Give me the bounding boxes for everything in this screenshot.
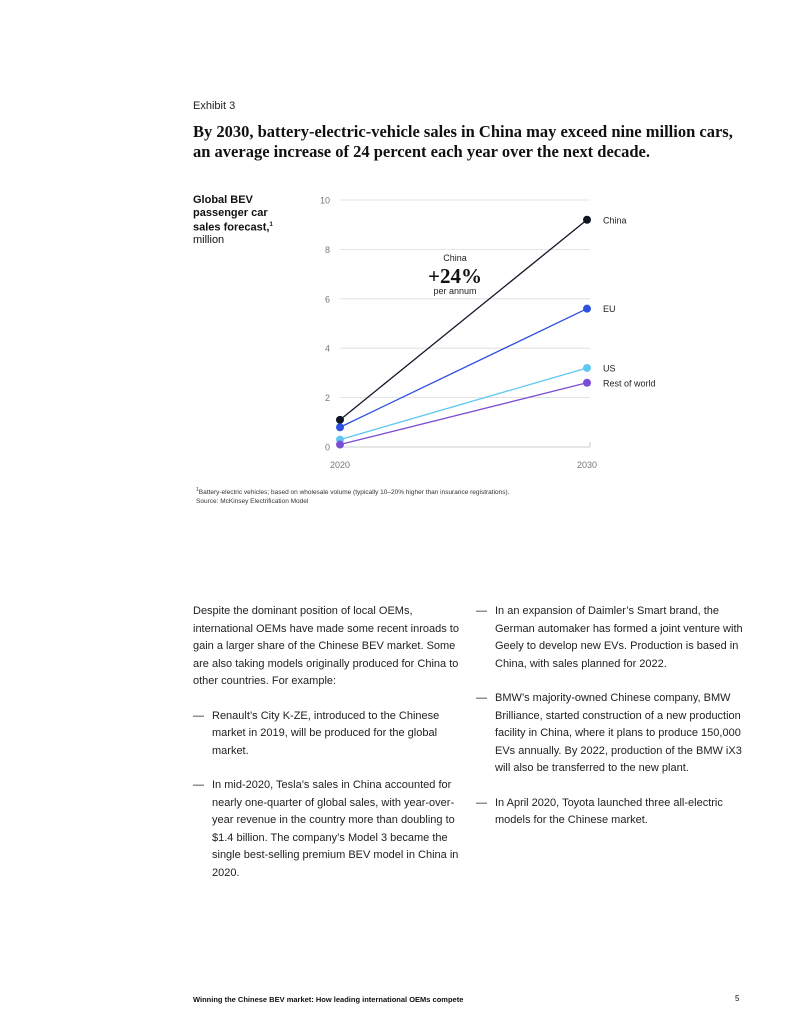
y-tick-label: 0 [324,442,330,453]
footer-title: Winning the Chinese BEV market: How leading international OEMs compete [193,995,464,1004]
exhibit-label: Exhibit 3 [193,100,236,112]
series-point [583,364,591,372]
bullet-text: In April 2020, Toyota launched three all-electric models for the Chinese market. [495,796,723,826]
y-tick-label: 8 [324,244,330,255]
series-line [340,368,587,440]
bullet-item [476,603,746,673]
y-tick-label: 2 [324,393,330,404]
annotation-series-label: China [443,253,467,263]
bullet-dash: — [193,779,204,791]
body-column-right [476,603,746,847]
bullet-text: BMW’s majority-owned Chinese company, BMW Brilliance, started construction of a new production facility in China, where it plans to produce 150,000 EVs annually. By 2022, production of the BMW iX3 will also be transferred to the new plant. [495,692,742,774]
chart-axes [320,196,597,471]
series-end-label: EU [603,304,616,315]
exhibit-title: By 2030, battery-electric-vehicle sales in China may exceed nine million cars, an average increase of 24 percent each year over the next decade. [193,122,733,161]
bullet-text: In mid-2020, Tesla’s sales in China accounted for nearly one-quarter of global sales, with year-over-year revenue in the country more than doubling to $1.4 billion. The company’s Model 3 became the single best-selling premium BEV model in China in 2020. [212,779,459,879]
bullet-item [476,690,746,778]
bullet-dash: — [476,796,487,809]
annotation-sublabel: per annum [433,286,477,296]
series-line [340,309,587,428]
bullet-item [476,795,746,830]
x-tick-label: 2020 [329,460,351,470]
chart-annotation [428,253,482,296]
bullet-text: Renault’s City K-ZE, introduced to the Chinese market in 2019, will be produced for the global market. [212,709,440,757]
series-point [583,379,591,387]
y-tick-label: 10 [319,195,330,206]
chart-label-footnote-marker: 1 [269,222,273,228]
annotation-value: +24% [428,264,482,288]
series-point [336,441,344,449]
footnote-text: Battery-electric vehicles; based on wholesale volume (typically 10–20% higher than insurance registrations). [198,489,510,497]
series-end-label: Rest of world [603,378,656,389]
series-point [336,416,344,424]
forecast-line-chart [0,0,791,480]
bullet-item [193,777,463,882]
footnote-marker: 1 [196,487,199,493]
series-point [583,216,591,224]
series-line [340,383,587,445]
bullet-dash: — [476,692,487,704]
chart-series [336,215,656,448]
series-point [583,305,591,313]
body-column-left [193,603,463,899]
y-tick-label: 4 [324,343,330,354]
chart-label-title: Global BEV passenger car sales forecast,$^1$ [193,194,273,234]
footnote-source: Source: McKinsey Electrification Model [196,498,309,506]
series-end-label: US [603,363,616,374]
page-number: 5 [735,994,740,1003]
series-end-label: China [603,215,627,226]
bullet-dash: — [476,605,487,617]
chart-footnote [196,486,510,506]
footnote-text-line [196,486,510,497]
x-tick-label: 2030 [576,460,598,470]
series-point [336,423,344,431]
intro-paragraph: Despite the dominant position of local OEMs, international OEMs have made some recent inroads to gain a larger share of the Chinese BEV market. Some are also taking models originally produced for China to other countries. For example: [193,605,459,687]
y-tick-label: 6 [324,294,330,305]
bullet-text: In an expansion of Daimler’s Smart brand, the German automaker has formed a joint venture with Geely to develop new EVs. Production is based in China, with sales planned for 2022. [495,605,743,670]
chart-label-units: million [193,234,225,247]
bullet-item [193,708,463,761]
bullet-dash: — [193,709,204,722]
